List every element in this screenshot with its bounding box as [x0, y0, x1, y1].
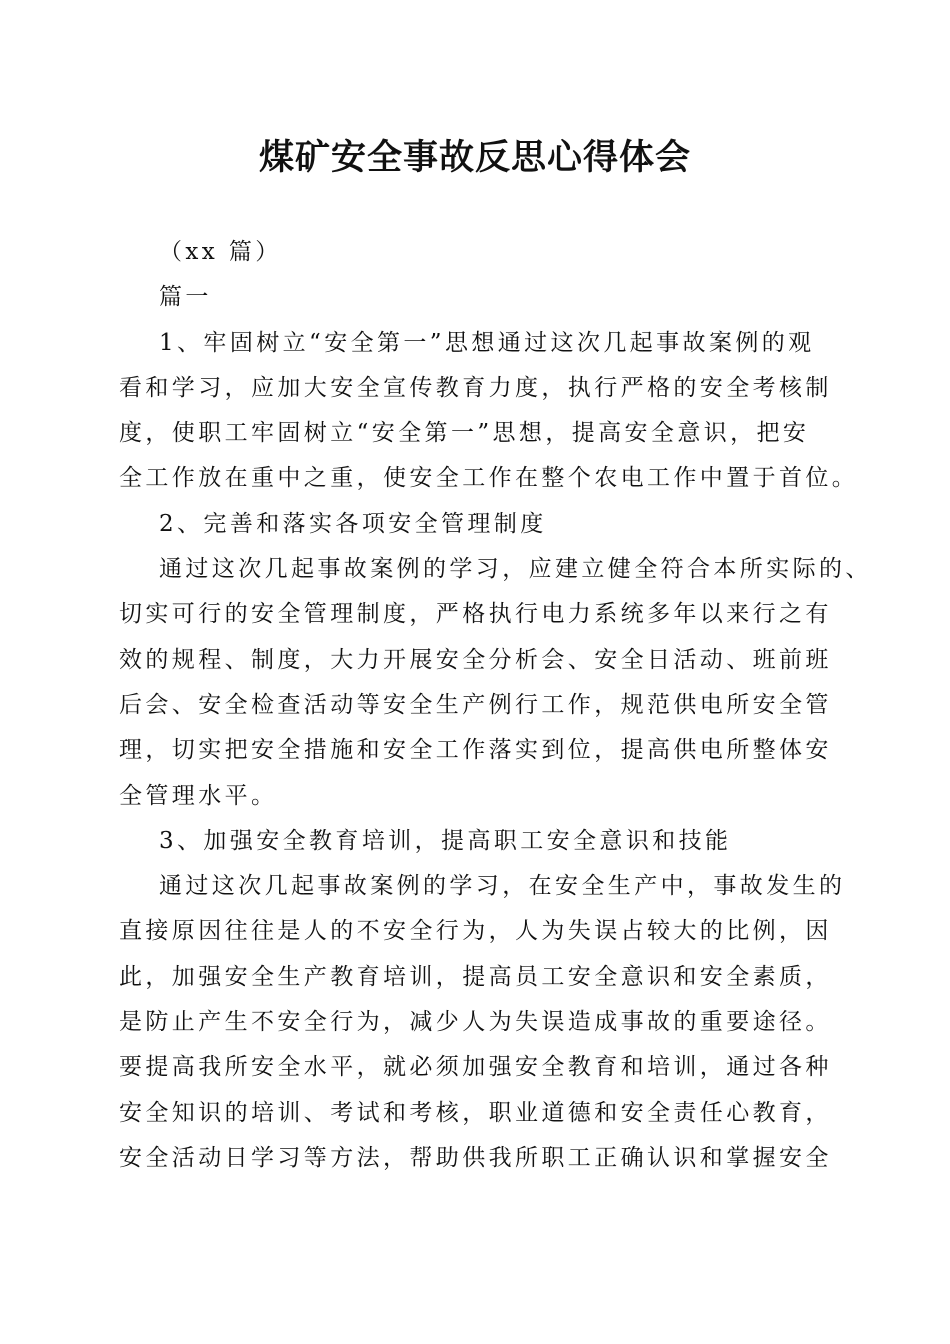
body-line: 全管理水平。: [119, 782, 278, 809]
document-body: [119, 230, 872, 1181]
body-line: 2、完善和落实各项安全管理制度: [159, 510, 547, 537]
body-line: 篇一: [159, 284, 212, 311]
body-line: 通过这次几起事故案例的学习，在安全生产中，事故发生的: [159, 873, 846, 900]
body-line: 安全知识的培训、考试和考核，职业道德和安全责任心教育，: [119, 1099, 832, 1126]
body-line: 直接原因往往是人的不安全行为，人为失误占较大的比例，因: [119, 918, 832, 945]
body-line: 理，切实把安全措施和安全工作落实到位，提高供电所整体安: [119, 737, 832, 764]
body-line: 效的规程、制度，大力开展安全分析会、安全日活动、班前班: [119, 646, 832, 673]
body-line: （xx 篇）: [159, 239, 282, 265]
body-line: 切实可行的安全管理制度，严格执行电力系统多年以来行之有: [119, 601, 832, 628]
body-line: 后会、安全检查活动等安全生产例行工作，规范供电所安全管: [119, 691, 832, 718]
body-line: 此，加强安全生产教育培训，提高员工安全意识和安全素质，: [119, 963, 832, 990]
body-line: 看和学习，应加大安全宣传教育力度，执行严格的安全考核制: [119, 374, 832, 401]
body-line: 全工作放在重中之重，使安全工作在整个农电工作中置于首位。: [119, 465, 859, 492]
body-line: 要提高我所安全水平，就必须加强安全教育和培训，通过各种: [119, 1054, 832, 1081]
document-title: 煤矿安全事故反思心得体会: [258, 137, 691, 178]
body-line: 通过这次几起事故案例的学习，应建立健全符合本所实际的、: [159, 556, 872, 583]
body-line: 是防止产生不安全行为，减少人为失误造成事故的重要途径。: [119, 1009, 832, 1036]
body-line: 1、牢固树立“安全第一”思想通过这次几起事故案例的观: [159, 329, 815, 356]
body-line: 度，使职工牢固树立“安全第一”思想，提高安全意识，把安: [119, 420, 810, 447]
body-line: 安全活动日学习等方法，帮助供我所职工正确认识和掌握安全: [119, 1144, 832, 1171]
body-line: 3、加强安全教育培训，提高职工安全意识和技能: [159, 827, 732, 854]
